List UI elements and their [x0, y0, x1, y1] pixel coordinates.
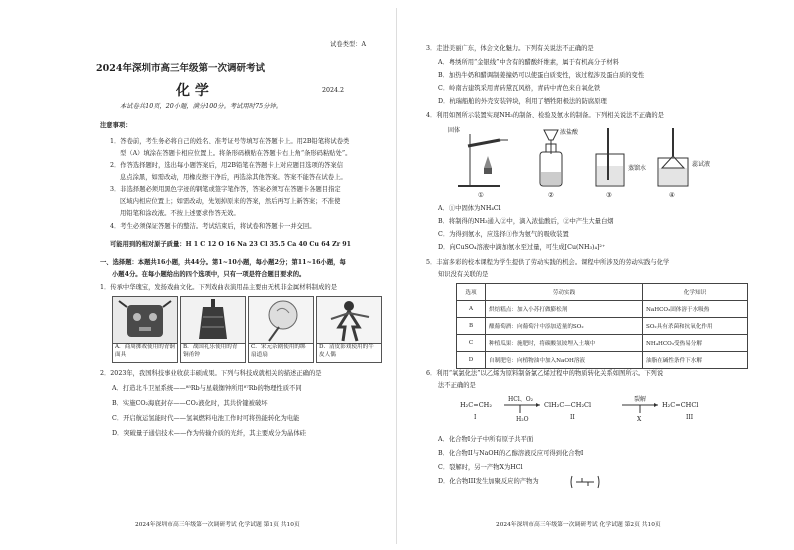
compound-2-num: II	[570, 414, 575, 421]
byproduct-1: H₂O	[516, 416, 529, 423]
note-line: 型（A）填涂在答题卡相应位置上。将条形码横贴在答题卡右上角“条形码粘贴处”。	[120, 150, 352, 157]
table-cell: 酿葡萄酒：向葡萄汁中添加适量的SO₂	[486, 318, 643, 335]
q1-image-d	[316, 296, 382, 344]
note-line: 用铅笔和涂改液。不按上述要求作答无效。	[120, 210, 240, 217]
fig-num-4: ④	[669, 191, 675, 199]
q6-option-d: D．化合物III发生加聚反应的产物为	[438, 478, 539, 485]
q2-option-d: D．突破量子通信技术——作为传输介质的光纤，其主要成分为晶体硅	[112, 430, 306, 437]
polymer-structure-icon	[570, 474, 600, 490]
q1-image-b	[180, 296, 246, 344]
q1-option-a: A．商周掷戏使用的青铜面具	[112, 343, 178, 363]
compound-1: H₂C=CH₂	[460, 401, 492, 409]
q6-stem-line: 6．利用“氧氯化法”以乙烯为原料制备氯乙烯过程中的物质转化关系如图所示。下列说	[426, 370, 664, 377]
table-row	[457, 352, 748, 369]
q5-stem-line: 知识没有关联的是	[438, 271, 489, 278]
q3-option-c: C．岭南古建筑采用青砖黛瓦风格，青砖中青色来自氧化铁	[438, 85, 601, 92]
q6-option-c: C．裂解时，另一产物X为HCl	[438, 464, 523, 471]
section-1-line: 小题4分。在每小题给出的四个选项中，只有一项是符合题目要求的。	[112, 271, 306, 278]
table-cell: NaHCO₃固体溶于水吸热	[643, 301, 748, 318]
table-cell: B	[457, 318, 486, 335]
label-water: 蒸馏水	[628, 165, 647, 172]
q5-table	[456, 283, 748, 369]
table-row	[457, 318, 748, 335]
apparatus-inverted-funnel	[658, 128, 688, 186]
table-row	[457, 335, 748, 352]
table-cell: 种植瓜果：施肥时，将碳酸氢铵埋入土壤中	[486, 335, 643, 352]
q4-apparatus-figure	[448, 124, 758, 200]
table-cell: NH₄HCO₃受热易分解	[643, 335, 748, 352]
table-cell: D	[457, 352, 486, 369]
table-cell: C	[457, 335, 486, 352]
table-header-row	[457, 284, 748, 301]
section-1-line: 一、选择题：本题共16小题，共44分。第1~10小题，每小题2分；第11~16小题，每	[100, 259, 346, 266]
q3-stem: 3．走进美丽广东，体会文化魅力。下列有关说法不正确的是	[426, 45, 594, 52]
q3-option-b: B．加热牛奶和醋调制姜撞奶可以使蛋白质变性，该过程涉及蛋白质的变性	[438, 72, 645, 79]
q1-stem: 1．传承中华瑰宝，发扬戏曲文化。下列戏曲表演用品主要由无机非金属材料制成的是	[100, 284, 337, 291]
apparatus-beaker-water	[596, 128, 624, 186]
q2-stem: 2．2023年，我国科技事业收获丰硕成果。下列与科技成就相关的描述正确的是	[100, 370, 322, 377]
q4-stem: 4．利用如图所示装置实现NH₃的制备、检验及氨水的制备。下列相关说法不正确的是	[426, 112, 664, 119]
fig-num-2: ②	[548, 191, 554, 199]
q1-image-c	[248, 296, 314, 344]
q6-stem-line: 法不正确的是	[438, 382, 476, 389]
leather-puppet-icon	[317, 297, 381, 343]
table-cell: 自制肥皂：向植物油中加入NaOH溶液	[486, 352, 643, 369]
note-line: 区域内相应位置上；如需改动，先划掉原来的答案，然后再写上新答案；不准使	[120, 198, 341, 205]
exam-date: 2024.2	[322, 87, 345, 94]
q4-option-d: D．向CuSO₄溶液中滴加氨水至过量，可生成[Cu(NH₃)₄]²⁺	[438, 244, 606, 251]
byproduct-2: X	[637, 416, 642, 423]
table-cell: SO₂具有杀菌和抗氧化作用	[643, 318, 748, 335]
apparatus-flask-funnel	[540, 130, 562, 186]
label-solid: 固体	[448, 127, 461, 134]
arrow-2-head	[654, 403, 658, 407]
note-line: 4．考生必须保证答题卡的整洁。考试结束后，将试卷和答题卡一并交回。	[110, 223, 316, 230]
q2-option-a: A．打造北斗卫星系统——⁸⁵Rb与星载铷钟所用⁸⁷Rb的物理性质不同	[112, 385, 302, 392]
q1-option-b: B．战国礼乐使用的青铜甬钟	[180, 343, 246, 363]
q1-image-a	[112, 296, 178, 344]
note-line: 3．非选择题必须用黑色字迹的钢笔或签字笔作答，答案必须写在答题卡各题目指定	[110, 186, 341, 193]
bronze-mask-icon	[113, 297, 177, 343]
fig-num-1: ①	[478, 191, 484, 199]
table-row	[457, 301, 748, 318]
compound-1-num: I	[474, 414, 477, 421]
q1-option-c: C．宋元杂剧使用的绑扇道扇	[248, 343, 314, 363]
q6-option-a: A．化合物I分子中所有原子共平面	[438, 436, 534, 443]
footer-left: 2024年深圳市高三年级第一次调研考试 化学试题 第1页 共10页	[135, 522, 300, 528]
silk-fan-icon	[249, 297, 313, 343]
exam-type: 试卷类型：A	[330, 41, 367, 48]
notes-title: 注意事项：	[100, 122, 132, 129]
compound-2: ClH₂C—CH₂Cl	[544, 401, 592, 409]
exam-meta: 本试卷共10页，20小题，满分100分。考试用时75分钟。	[120, 103, 282, 110]
table-cell: 烘焙糕点：加入小苏打做膨松剂	[486, 301, 643, 318]
q2-option-b: B．实施CO₂海底封存——CO₂液化时，其共价键被破坏	[112, 400, 268, 407]
q1-option-d: D．清皮影戏使用的牛皮人偶	[316, 343, 382, 363]
page-divider	[396, 8, 397, 544]
footer-right: 2024年深圳市高三年级第一次调研考试 化学试题 第2页 共10页	[496, 522, 661, 528]
atomic-masses: 可能用到的相对原子质量：H 1 C 12 O 16 Na 23 Cl 35.5 Ca 40 Cu 64 Zr 91	[110, 241, 352, 248]
compound-3-num: III	[686, 414, 694, 421]
apparatus-heating-tube	[458, 134, 508, 186]
q4-option-b: B．将制得的NH₃通入②中，滴入浓盐酸后，②中产生大量白烟	[438, 218, 614, 225]
q5-stem-line: 5．丰富多彩的校本课程为学生提供了劳动实践的机会。课程中所涉及的劳动实践与化学	[426, 259, 670, 266]
q4-option-c: C．为得到氨水，应选择③作为氨气的吸收装置	[438, 231, 569, 238]
table-cell: 油脂在碱性条件下水解	[643, 352, 748, 369]
note-line: 2．作答选择题时，选出每小题答案后，用2B铅笔在答题卡上对应题目选项的答案信	[110, 162, 344, 169]
label-liquid: 浓盐酸	[560, 129, 579, 136]
table-cell: A	[457, 301, 486, 318]
q6-reaction-scheme	[460, 393, 720, 429]
reagent-1: HCl、O₂	[508, 396, 534, 403]
q3-option-d: D．杭瑞船舶的外壳安装锌块，利用了牺牲阳极法的防腐原理	[438, 98, 607, 105]
exam-title: 2024年深圳市高三年级第一次调研考试	[96, 63, 265, 74]
bronze-bell-icon	[181, 297, 245, 343]
note-line: 息点涂黑，如需改动，用橡皮擦干净后，再选涂其他答案。答案不能答在试卷上。	[120, 174, 347, 181]
table-header: 劳动实践	[486, 284, 643, 301]
q4-option-a: A．①中固体为NH₄Cl	[438, 205, 501, 212]
subject-title: 化 学	[176, 83, 209, 99]
note-line: 1．答卷前，考生务必将自己的姓名、准考证号等填写在答题卡上。用2B铅笔将试卷类	[110, 138, 350, 145]
table-header: 化学知识	[643, 284, 748, 301]
q3-option-a: A．粤绣所用“金银线”中含有的醋酸纤维素，属于有机高分子材料	[438, 59, 620, 66]
fig-num-3: ③	[606, 191, 612, 199]
q6-option-b: B．化合物II与NaOH的乙醇溶液反应可得到化合物I	[438, 450, 584, 457]
reagent-2: 裂解	[634, 396, 647, 403]
compound-3: H₂C=CHCl	[662, 401, 699, 409]
table-header: 选项	[457, 284, 486, 301]
arrow-1-head	[536, 403, 540, 407]
label-litmus: 蕊试液	[692, 161, 711, 168]
q2-option-c: C．开启航运氢能时代——氢氧燃料电池工作时可将热能转化为电能	[112, 415, 300, 422]
